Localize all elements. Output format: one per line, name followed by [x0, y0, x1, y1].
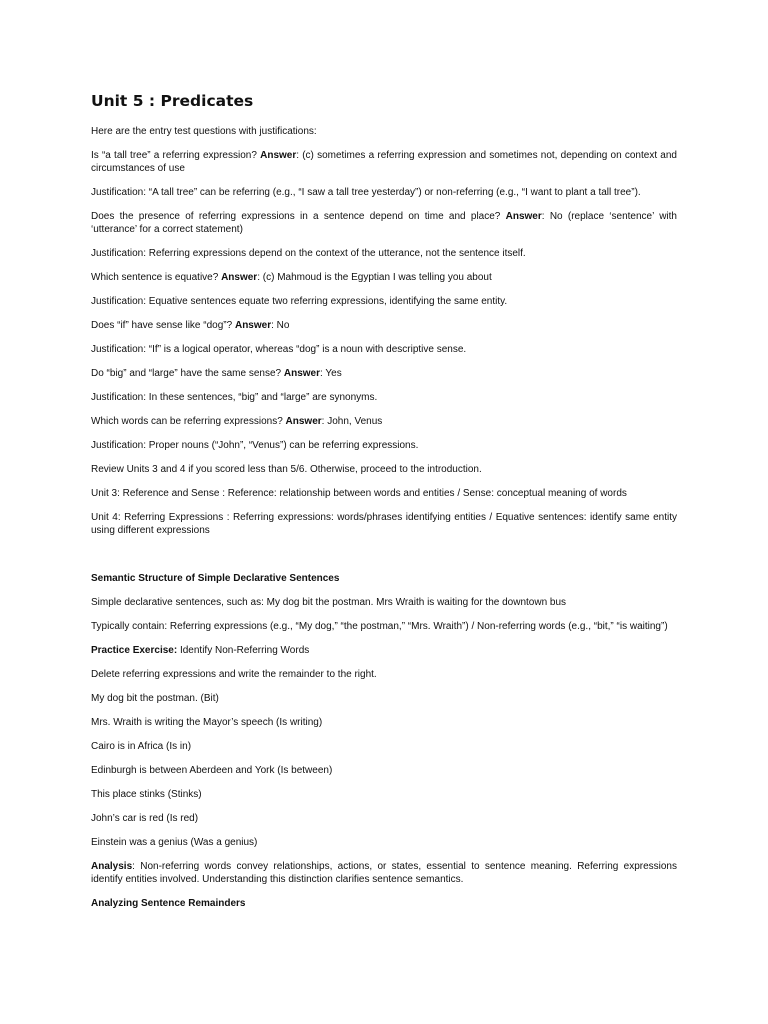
example-sentence: Cairo is in Africa (Is in)	[91, 741, 192, 752]
simple-sentences-text: Simple declarative sentences, such as: My dog bit the postman. Mrs Wraith is waiting for the downtown bus	[91, 597, 567, 608]
justification-2: Justification: Referring expressions depend on the context of the utterance, not the sentence itself.	[91, 248, 526, 259]
justification-6: Justification: Proper nouns (“John”, “Venus”) can be referring expressions.	[91, 440, 419, 451]
practice-label: Practice Exercise:	[91, 645, 178, 656]
example-sentence: My dog bit the postman. (Bit)	[91, 693, 219, 704]
question-3	[91, 271, 677, 284]
question-1	[91, 149, 677, 175]
justification-4: Justification: “If” is a logical operator, whereas “dog” is a noun with descriptive sense.	[91, 344, 467, 355]
instructions-text: Delete referring expressions and write the remainder to the right.	[91, 669, 377, 680]
review-note: Review Units 3 and 4 if you scored less than 5/6. Otherwise, proceed to the introduction.	[91, 464, 482, 475]
intro-text: Here are the entry test questions with justifications:	[91, 126, 317, 137]
question-text: Which sentence is equative?	[91, 272, 222, 283]
question-4	[91, 319, 677, 332]
section-heading-semantic-structure	[91, 572, 677, 585]
question-5	[91, 367, 677, 380]
question-text: Does “if” have sense like “dog”?	[91, 320, 235, 331]
justification-3: Justification: Equative sentences equate two referring expressions, identifying the same entity.	[91, 296, 508, 307]
answer-text: : Yes	[320, 368, 342, 379]
answer-label: Answer	[285, 416, 322, 427]
section-heading-text: Semantic Structure of Simple Declarative Sentences	[91, 573, 340, 584]
spacer	[91, 548, 677, 572]
unit-3-summary: Unit 3: Reference and Sense : Reference: relationship between words and entities / Sense: conceptual meaning of words	[91, 488, 627, 499]
answer-label: Answer	[234, 320, 272, 331]
answer-text: : No (replace ‘sentence’ with ‘utterance’ for a correct statement)	[91, 211, 677, 235]
question-text: Is “a tall tree” a referring expression?	[91, 150, 261, 161]
typical-contents-text: Typically contain: Referring expressions (e.g., “My dog,” “the postman,” “Mrs. Wraith”) / Non-referring words (e.g., “bit,” “is waiting”)	[91, 621, 668, 632]
example-sentence: Mrs. Wraith is writing the Mayor’s speech (Is writing)	[91, 717, 323, 728]
practice-exercise	[91, 644, 677, 657]
section-heading-text: Analyzing Sentence Remainders	[91, 898, 246, 909]
page-title: Unit 5 : Predicates	[91, 92, 254, 110]
question-text: Does the presence of referring expressions in a sentence depend on time and place?	[91, 211, 506, 222]
example-sentence: John’s car is red (Is red)	[91, 813, 199, 824]
question-2	[91, 210, 677, 236]
answer-text: : (c) Mahmoud is the Egyptian I was telling you about	[257, 272, 492, 283]
question-text: Which words can be referring expressions?	[91, 416, 286, 427]
justification-1: Justification: “A tall tree” can be referring (e.g., “I saw a tall tree yesterday”) or non-referring (e.g., “I want to plant a tall tree”).	[91, 187, 641, 198]
section-heading-analyzing	[91, 897, 677, 910]
answer-label: Answer	[260, 150, 297, 161]
question-6	[91, 415, 677, 428]
analysis-paragraph	[91, 860, 677, 886]
example-sentence: Edinburgh is between Aberdeen and York (Is between)	[91, 765, 333, 776]
unit-4-summary: Unit 4: Referring Expressions : Referring expressions: words/phrases identifying entities / Equative sentences: identify same entity using different expressions	[91, 512, 677, 536]
question-text: Do “big” and “large” have the same sense?	[91, 368, 284, 379]
answer-label: Answer	[505, 211, 542, 222]
analysis-text: : Non-referring words convey relationships, actions, or states, essential to sentence meaning. Referring expressions identify entities involved. Understanding this distinction clarifies sentence semantics.	[91, 861, 677, 885]
justification-5: Justification: In these sentences, “big” and “large” are synonyms.	[91, 392, 378, 403]
analysis-label: Analysis	[91, 861, 133, 872]
example-sentence: This place stinks (Stinks)	[91, 789, 202, 800]
answer-label: Answer	[283, 368, 321, 379]
example-sentence: Einstein was a genius (Was a genius)	[91, 837, 258, 848]
answer-text: : (c) sometimes a referring expression and sometimes not, depending on context and circumstances of use	[91, 150, 677, 174]
document-page	[91, 91, 677, 921]
answer-text: : John, Venus	[321, 416, 383, 427]
practice-text: Identify Non-Referring Words	[177, 645, 310, 656]
answer-label: Answer	[221, 272, 258, 283]
answer-text: : No	[271, 320, 290, 331]
